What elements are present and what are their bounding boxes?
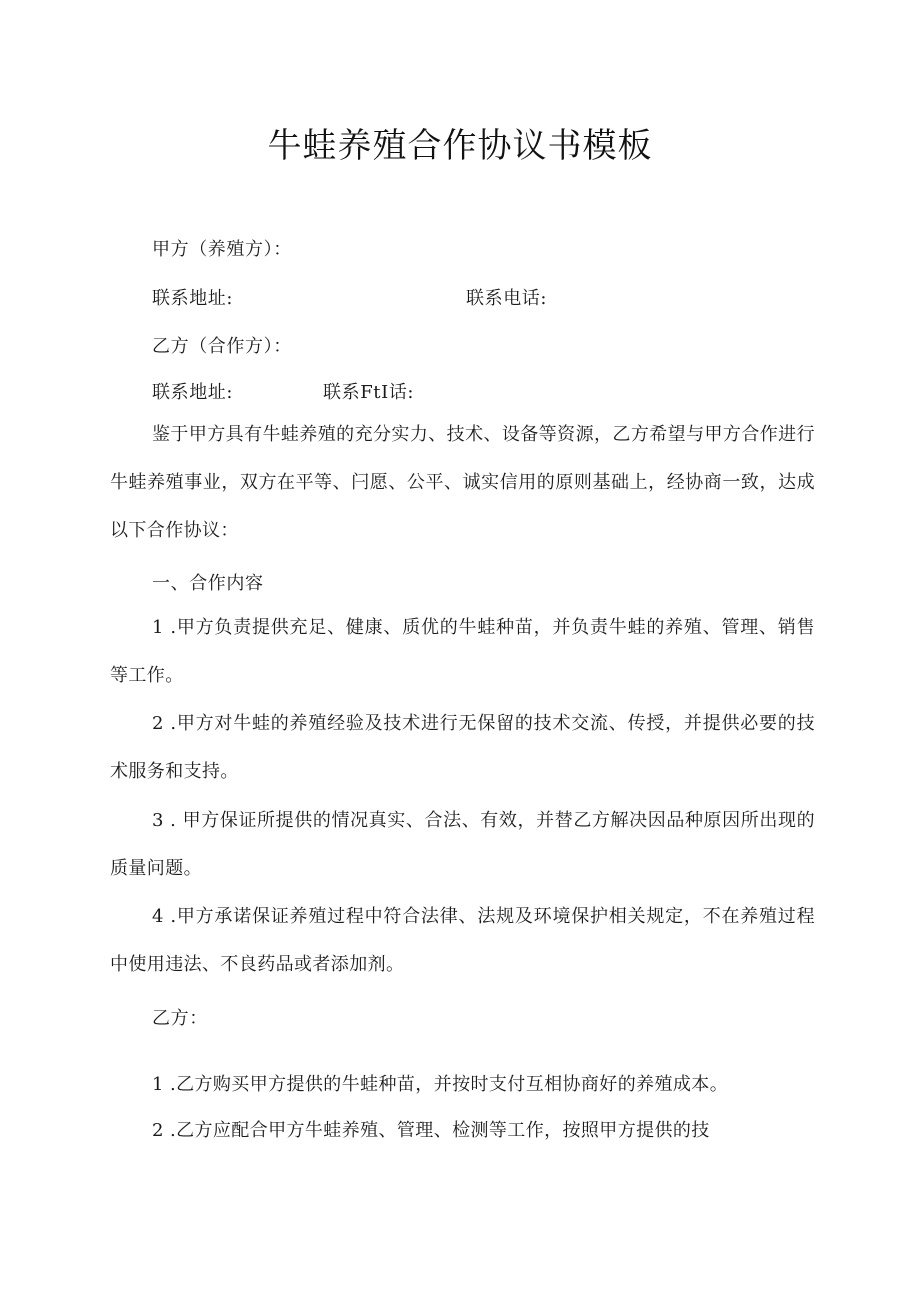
party-b-item-1: 1 .乙方购买甲方提供的牛蛙种苗，并按时支付互相协商好的养殖成本。 [152, 1074, 729, 1095]
party-a-item-1: 1 .甲方负责提供充足、健康、质优的牛蛙种苗，并负责牛蛙的养殖、管理、销售等工作。 [110, 617, 815, 686]
party-b-item-2: 2 .乙方应配合甲方牛蛙养殖、管理、检测等工作，按照甲方提供的技 [152, 1120, 710, 1141]
party-b-heading: 乙方： [152, 1008, 208, 1029]
party-a-item-3: 3 . 甲方保证所提供的情况真实、合法、有效，并替乙方解决因品种原因所出现的质量问题。 [110, 810, 815, 879]
section-1-heading: 一、合作内容 [152, 573, 264, 594]
party-a-phone-label: 联系电话: [466, 288, 548, 309]
party-a-address-label: 联系地址: [152, 288, 234, 309]
party-a-item-2: 2 .甲方对牛蛙的养殖经验及技术进行无保留的技术交流、传授，并提供必要的技术服务和支持。 [110, 713, 815, 782]
party-b-label: 乙方（合作方）： [152, 336, 292, 357]
party-b-address-label: 联系地址: [152, 382, 234, 403]
party-a-label: 甲方（养殖方）： [152, 239, 292, 260]
party-a-item-4: 4 .甲方承诺保证养殖过程中符合法律、法规及环境保护相关规定，不在养殖过程中使用违法、不良药品或者添加剂。 [110, 906, 815, 975]
document-title: 牛蛙养殖合作协议书模板 [267, 126, 653, 166]
preamble-paragraph: 鉴于甲方具有牛蛙养殖的充分实力、技术、设备等资源，乙方希望与甲方合作进行牛蛙养殖事业，双方在平等、闩愿、公平、诚实信用的原则基础上，经协商一致，达成以下合作协议： [110, 424, 815, 541]
party-b-phone-label: 联系FtI话: [323, 382, 415, 403]
